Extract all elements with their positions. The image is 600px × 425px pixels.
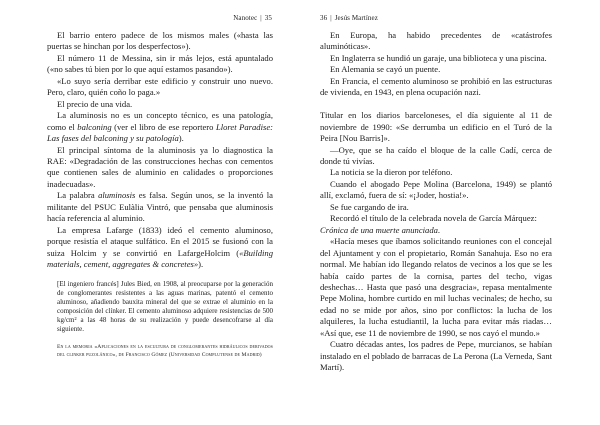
text-run: La aluminosis no es un concepto técnico, es una patología, como el	[47, 110, 273, 132]
text-run: ).	[178, 133, 184, 144]
text-run: (ver el libro de ese reportero	[111, 121, 216, 132]
text-run: Recordó el título de la celebrada novela de García Márquez:	[330, 213, 537, 224]
text-run: .	[437, 224, 441, 235]
left-running-header	[233, 14, 272, 22]
paragraph: «Lo suyo sería derribar este edificio y construir uno nuevo. Pero, claro, quién coño lo paga.»	[47, 75, 273, 98]
quote-text: [El ingeniero francés] Jules Bied, en 1908, al preocuparse por la generación de conglomerantes resistentes a las aguas marinas, patentó el cemento aluminoso, añadiendo bauxita mineral del que se extrae el aluminio en la composición del clínker. El cemento aluminoso adquiere resistencias de 500 kg/cm² a las 48 horas de su realización y puede desencofrarse al día siguiente.	[57, 279, 273, 333]
text-run: La empresa Lafarge (1833) ideó el cemento aluminoso, porque resistía el ataque sulfático. En el 2015 se fusionó con la suiza Holcim y se convirtió en LafargeHolcim (	[47, 224, 273, 258]
right-running-header	[320, 14, 378, 22]
paragraph	[320, 225, 552, 236]
italic-term: aluminosis	[98, 190, 136, 201]
paragraph: Cuatro décadas antes, los padres de Pepe, murcianos, se habían instalado en el poblado de barracas de La Perona (La Verneda, Sant Martí).	[320, 339, 552, 373]
right-page	[300, 0, 600, 425]
paragraph	[47, 190, 273, 224]
quote-source	[47, 343, 273, 360]
novel-title: Crónica de una muerte anunciada	[320, 224, 438, 235]
paragraph: —Oye, que se ha caído el bloque de la calle Cadí, cerca de donde tú vivías.	[320, 144, 552, 166]
paragraph	[47, 225, 273, 271]
paragraph: En Inglaterra se hundió un garaje, una biblioteca y una piscina.	[330, 52, 547, 63]
paragraph	[47, 110, 273, 144]
paragraph: El principal síntoma de la aluminosis ya lo diagnostica la RAE: «Degradación de las construcciones hechas con cementos que contienen sales de aluminio en calidades o proporciones inadecuadas».	[47, 144, 273, 189]
source-text: En la memoria «Aplicaciones en la escultura de conglomerantes hidráulicos derivados del clinker puzolánico», de Francisco Gómez (Universidad Complutense de Madrid)	[57, 343, 273, 359]
left-page-body	[47, 30, 273, 360]
paragraph: «Hacía meses que íbamos solicitando reuniones con el concejal del Ajuntament y con el propietario, Román Sanahuja. Eso no era normal. Me habían ido llegando relatos de vecinos a los que se les había caído partes de la cornisa, partes del techo, vigas deshechas… Hasta que pasó una desgracia», repasa mentalmente Pepe Molina, hombre curtido en mil luchas vecinales; de hecho, su edad no se mide por años, sino por conflictos: la lucha de los alquileres, la lucha estudiantil, la lucha para evitar más riadas… «Así que, ese 11 de noviembre de 1990, se nos cayó el mundo.»	[320, 236, 552, 338]
paragraph: En Francia, el cemento aluminoso se prohibió en las estructuras de vivienda, en 1943, en plena ocupación nazi.	[320, 75, 552, 98]
paragraph: El barrio entero padece de los mismos males («hasta las puertas se hinchan por los desperfectos»).	[47, 30, 273, 52]
paragraph: La noticia se la dieron por teléfono.	[330, 167, 453, 178]
italic-term: balconing	[77, 121, 112, 132]
text-run: ).	[198, 259, 204, 270]
book-title: Lloret Paradise: Las fases del balconing y su patología	[47, 121, 274, 144]
paragraph	[320, 213, 552, 224]
right-header-separator: |	[330, 14, 332, 22]
left-page-number: 35	[264, 14, 272, 22]
paragraph: El número 11 de Messina, sin ir más lejos, está apuntalado («no sabes tú bien por lo que aquí estamos pasando»).	[47, 52, 273, 75]
paragraph: En Europa, ha habido precedentes de «catástrofes aluminóticas».	[320, 30, 552, 52]
paragraph: En Alemania se cayó un puente.	[330, 64, 441, 75]
left-header-separator: |	[260, 14, 262, 22]
right-page-body	[320, 30, 552, 374]
right-page-number: 36	[320, 14, 328, 22]
italic-slogan: «Building materials, cement, aggregates & concretes»	[47, 247, 273, 270]
block-quote	[47, 280, 273, 334]
paragraph: El precio de una vida.	[57, 98, 133, 109]
paragraph: Se fue cargando de ira.	[330, 201, 409, 212]
text-run: La palabra	[57, 190, 99, 201]
left-header-title: Nanotec	[233, 14, 258, 22]
text-run: es falsa. Según unos, se la inventó la militante del PSUC Eulàlia Vintró, que pensaba que aluminosis hacía referencia al aluminio.	[47, 190, 273, 224]
paragraph: Cuando el abogado Pepe Molina (Barcelona, 1949) se plantó allí, exclamó, fuera de sí: «¡Joder, hostia!».	[320, 178, 552, 201]
paragraph: Titular en los diarios barceloneses, el día siguiente al 11 de noviembre de 1990: «Se derrumba un edificio en el Turó de la Peira [Nou Barris]».	[320, 110, 552, 144]
right-header-author: Jesús Martínez	[334, 14, 378, 22]
